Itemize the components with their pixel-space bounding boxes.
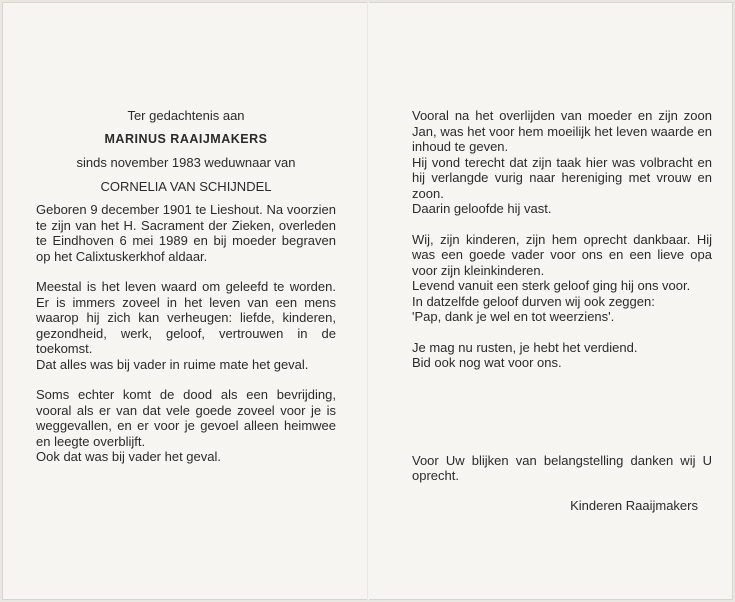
example-line: Levend vanuit een sterk geloof ging hij ons voor.: [412, 278, 691, 293]
prayer-line: Bid ook nog wat voor ons.: [412, 355, 562, 370]
farewell-quote: 'Pap, dank je wel en tot weerziens'.: [412, 309, 615, 324]
left-page: [36, 108, 336, 465]
life-paragraph-end: Dat alles was bij vader in ruime mate het geval.: [36, 356, 309, 372]
spouse-name: CORNELIA VAN SCHIJNDEL: [100, 178, 272, 194]
task-paragraph: Hij vond terecht dat zijn taak hier was volbracht en hij verlangde vurig naar hereniging met vrouw en zoon.: [412, 154, 712, 201]
death-paragraph: Soms echter komt de dood als een bevrijding, vooral als er van dat vele goede zoveel voor je is weggevallen, en er voor je gevoel alleen heimwee en leegte overblijft.: [36, 387, 336, 449]
birth-death-paragraph: Geboren 9 december 1901 te Lieshout. Na voorzien te zijn van het H. Sacrament der Zieken, overleden te Eindhoven 6 mei 1989 en bij moeder begraven op het Calixtuskerkhof aldaar.: [36, 202, 336, 264]
rest-line: Je mag nu rusten, je hebt het verdiend.: [412, 339, 638, 355]
loss-paragraph: Vooral na het overlijden van moeder en zijn zoon Jan, was het voor hem moeilijk het leven waarde en inhoud te geven.: [412, 108, 712, 154]
thanks-paragraph: Voor Uw blijken van belangstelling danken wij U oprecht.: [412, 452, 712, 483]
card-fold: [367, 2, 369, 600]
intro-text: Ter gedachtenis aan: [127, 108, 245, 123]
deceased-name: MARINUS RAAIJMAKERS: [104, 131, 268, 146]
gratitude-paragraph: Wij, zijn kinderen, zijn hem oprecht dankbaar. Hij was een goede vader voor ons en een lieve opa voor zijn kleinkinderen.: [412, 231, 712, 278]
death-paragraph-end: Ook dat was bij vader het geval.: [36, 449, 221, 464]
life-paragraph: Meestal is het leven waard om geleefd te worden. Er is immers zoveel in het leven van een mens waarop hij zich kan verheugen: liefde, kinderen, gezondheid, werk, geloof, vertrouwen in de toekomst.: [36, 279, 336, 356]
belief-line: In datzelfde geloof durven wij ook zeggen:: [412, 293, 655, 309]
signature: Kinderen Raaijmakers: [570, 497, 698, 513]
faith-line: Daarin geloofde hij vast.: [412, 201, 552, 216]
right-page: [412, 108, 712, 513]
widower-line: sinds november 1983 weduwnaar van: [76, 155, 296, 170]
